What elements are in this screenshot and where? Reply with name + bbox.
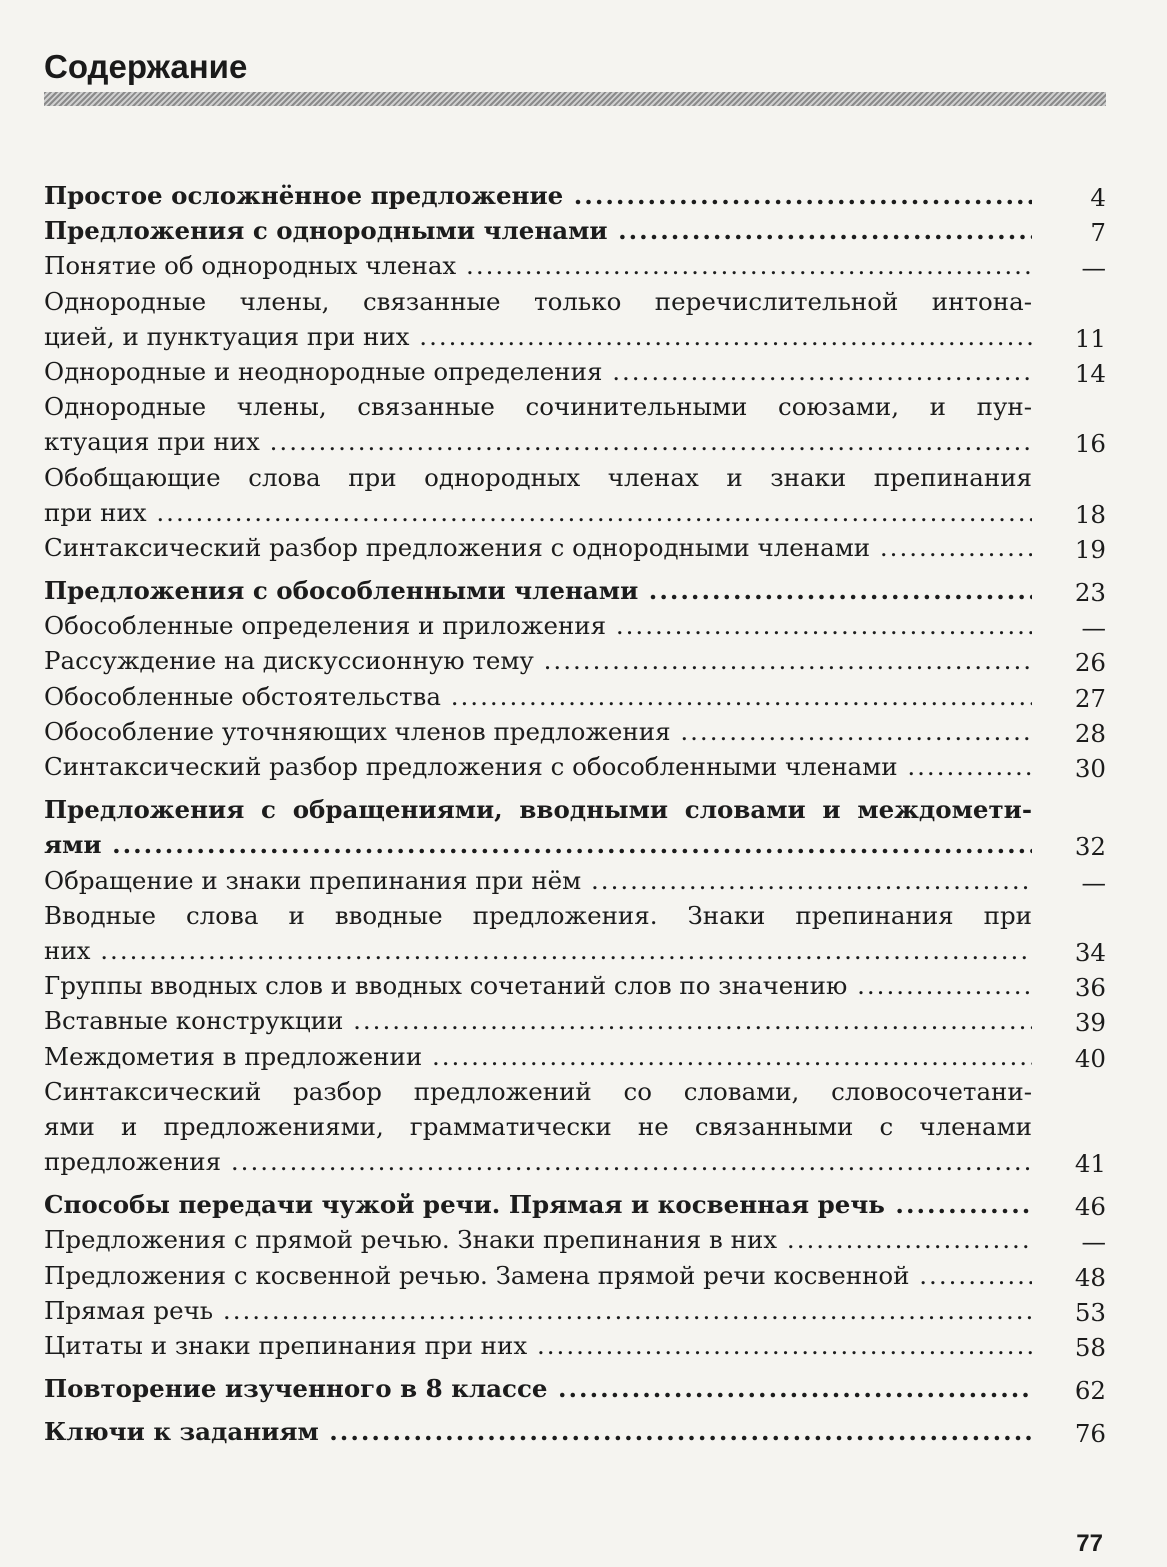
toc-page-number: 23 [1074,578,1106,608]
toc-section-entry[interactable] [44,792,1106,862]
toc-entry-title-line: Повторение изученного в 8 классе ..... [44,1371,1032,1406]
toc-entry-title-line: Обособленные обстоятельства ..... [44,679,1032,714]
toc-entry-title-line: Обособленные определения и приложения ..... [44,608,1032,643]
toc-page-number: 26 [1074,648,1106,678]
toc-entry-title-line: Понятие об однородных членах ..... [44,248,1032,283]
toc-entry[interactable] [44,1328,1106,1363]
toc-entry-title-line: Обособление уточняющих членов предложения ..... [44,714,1032,749]
toc-page-number: 14 [1074,358,1106,388]
toc-entry-title-line: предложения ..... [44,1144,1032,1179]
toc-entry-title-line: Синтаксический разбор предложения с обособленными членами ..... [44,749,1032,784]
toc-page-number: — [1081,1227,1106,1257]
toc-entry-title-line: Предложения с однородными членами ..... [44,213,1032,248]
toc-page-number: 18 [1074,499,1106,529]
toc-entry-title-line: Цитаты и знаки препинания при них ..... [44,1328,1032,1363]
toc-section-entry[interactable] [44,1371,1106,1406]
toc-entry[interactable] [44,714,1106,749]
toc-page-number: 41 [1074,1149,1106,1179]
toc-entry[interactable] [44,530,1106,565]
toc-page-number: 30 [1074,754,1106,783]
toc-entry-title-line: Междометия в предложении ..... [44,1039,1032,1074]
toc-entry-title-line: Вводные слова и вводные предложения. Знаки препинания при [44,900,1032,930]
toc-page-number: 16 [1074,429,1106,459]
toc-page-number: 58 [1074,1333,1106,1362]
toc-entry-title-line: Прямая речь ..... [44,1293,1032,1328]
toc-entry[interactable] [44,863,1106,898]
toc-page-number: 48 [1074,1262,1106,1292]
toc-entry-title-line: Ключи к заданиям ..... [44,1414,1032,1449]
toc-section-entry[interactable] [44,573,1106,608]
toc-entry-title-line: ктуация при них ..... [44,424,1032,459]
toc-page-number: 27 [1074,683,1106,713]
toc-page-number: 4 [1090,183,1106,212]
toc-entry[interactable] [44,643,1106,678]
toc-entry[interactable] [44,1222,1106,1257]
toc-entry-title-line: Группы вводных слов и вводных сочетаний слов по значению ..... [44,968,1032,1003]
toc-entry-title-line: Рассуждение на дискуссионную тему ..... [44,643,1032,678]
toc-entry[interactable] [44,749,1106,784]
page-title: Содержание [44,48,248,85]
toc-entry-title-line: ями и предложениями, грамматически не связанными с членами [44,1111,1032,1141]
toc-section-entry[interactable] [44,1187,1106,1222]
toc-entry-title-line: Однородные и неоднородные определения ..... [44,354,1032,389]
toc-entry[interactable] [44,1003,1106,1038]
page-number: 77 [1076,1530,1103,1557]
toc-page-number: 39 [1074,1008,1106,1038]
toc-entry-title-line: Обращение и знаки препинания при нём ..... [44,863,1032,898]
toc-page-number: 7 [1090,218,1106,248]
toc-entry[interactable] [44,354,1106,389]
toc-entry[interactable] [44,1258,1106,1293]
toc-page-number: 76 [1074,1419,1106,1449]
toc-page-number: 28 [1074,718,1106,748]
toc-page-number: 53 [1074,1297,1106,1327]
toc-entry[interactable] [44,1039,1106,1074]
title-underline-bar [44,92,1106,106]
toc-entry[interactable] [44,679,1106,714]
toc-entry[interactable] [44,284,1106,354]
toc-entry-title-line: Синтаксический разбор предложений со словами, словосочетани- [44,1076,1032,1106]
toc-entry-title-line: Обобщающие слова при однородных членах и знаки препинания [44,462,1032,492]
toc-entry-title-line: Предложения с обращениями, вводными словами и междомети- [44,795,1032,825]
toc-page-number: — [1081,867,1106,897]
toc-entry-title-line: ями ..... [44,827,1032,862]
toc-entry[interactable] [44,898,1106,968]
toc-entry[interactable] [44,608,1106,643]
toc-entry-title-line: Однородные члены, связанные сочинительными союзами, и пун- [44,392,1032,422]
toc-page-number: 11 [1074,323,1106,353]
toc-entry-title-line: цией, и пунктуация при них ..... [44,319,1032,354]
toc-page-number: 62 [1074,1376,1106,1406]
toc-entry-title-line: Предложения с прямой речью. Знаки препинания в них ..... [44,1222,1032,1257]
toc-entry-title-line: Вставные конструкции ..... [44,1003,1032,1038]
toc-page-number: 19 [1074,534,1106,564]
toc-page-number: 34 [1074,937,1106,967]
toc-entry[interactable] [44,389,1106,459]
toc-page-number: 36 [1074,973,1106,1003]
toc-section-entry[interactable] [44,213,1106,248]
toc-entry-title-line: Простое осложнённое предложение ..... [44,178,1032,213]
toc-section-entry[interactable] [44,1414,1106,1449]
toc-entry-title-line: Способы передачи чужой речи. Прямая и косвенная речь ..... [44,1187,1032,1222]
toc-entry[interactable] [44,460,1106,530]
toc-entry[interactable] [44,968,1106,1003]
toc-entry-title-line: Синтаксический разбор предложения с однородными членами ..... [44,530,1032,565]
toc-entry-title-line: Однородные члены, связанные только перечислительной интона- [44,286,1032,316]
toc-entry-title-line: Предложения с косвенной речью. Замена прямой речи косвенной ..... [44,1258,1032,1293]
toc-section-entry[interactable] [44,178,1106,213]
toc-page-number: — [1081,253,1106,283]
toc-entry-title-line: Предложения с обособленными членами ..... [44,573,1032,608]
toc-page-number: 40 [1074,1043,1106,1073]
toc-entry[interactable] [44,248,1106,283]
toc-entry-title-line: них ..... [44,933,1032,968]
toc-entry[interactable] [44,1293,1106,1328]
toc-page-number: 32 [1074,832,1106,862]
table-of-contents [44,178,1106,1450]
toc-entry[interactable] [44,1074,1106,1180]
toc-entry-title-line: при них ..... [44,495,1032,530]
toc-page-number: 46 [1074,1192,1106,1222]
toc-page-number: — [1081,613,1106,643]
